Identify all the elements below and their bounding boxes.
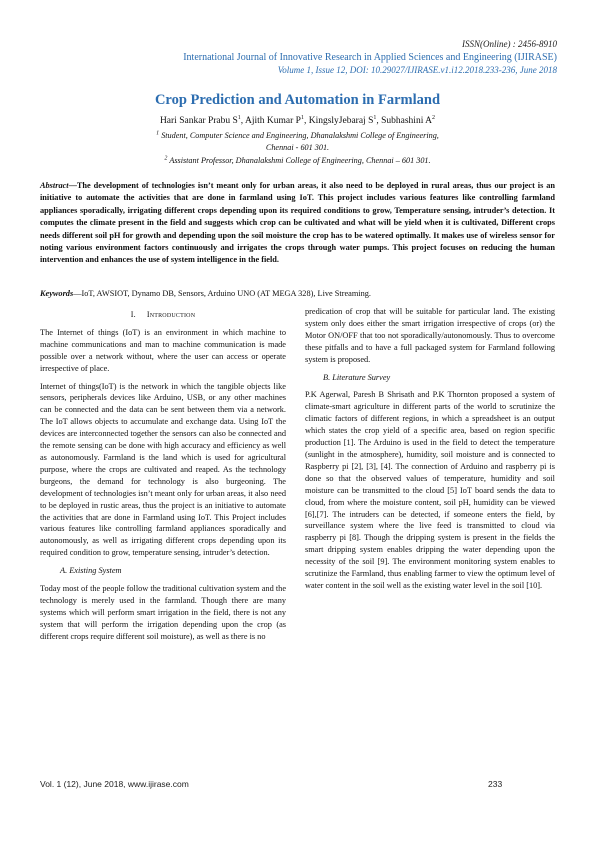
paragraph: predication of crop that will be suitable for particular land. The existing system only does either the smart irrigation irrespective of crops (or) the Motor ON/OFF that too not sporadically/autonomously. Thus to overcome these pitfalls and to have a full packaged system for Farmland following system is proposed. — [305, 307, 555, 364]
author-4: , Subhashini A — [376, 116, 433, 126]
subsection-literature-survey: B. Literature Survey — [323, 372, 391, 382]
section-heading-introduction: I. Introduction — [130, 310, 196, 319]
keywords — [40, 289, 555, 298]
affiliation-1: $^1$ Student, Computer Science and Engineering, Dhanalakshmi College of Engineering, Chennai - 601 301. — [156, 130, 439, 152]
issn-line: ISSN(Online) : 2456-8910 — [462, 39, 557, 49]
journal-name[interactable]: International Journal of Innovative Research in Applied Sciences and Engineering (IJIRASE) — [183, 52, 557, 63]
paragraph: P.K Agerwal, Paresh B Shrisath and P.K Thornton proposed a system of climate-smart agriculture in different parts of the world to scrutinize the climatic factors of different regions, in which a spreadsheet is an output which states the crop yield of a specific area, based on region specific production [1]. The Arduino is used in the field to detect the temperature (sunlight in the atmosphere), humidity, soil moisture and is connected to Raspberry pi [2], [3], [4]. The connection of Arduino and raspberry pi is done so that the observed values of temperature, humidity and soil moisture can be transmitted to the cloud [5] IoT board sends the data to cloud, from where the moisture content, soil pH, humidity can be viewed [6],[7]. The intruders can be detected, if someone enters the field, by surveillance system where the live feed is transmitted to cloud via raspberry pi [8]. Though the dripping system is present in the fields the smart dripping system enables dripping the water depending upon the necessity of the soil [9]. The environment monitoring system enables to scrutinize the Farmland, thus enabling farmer to view the optimum level of water content in the soil well as the existing water level in the soil [10]. — [305, 390, 555, 590]
page-number: 233 — [488, 779, 503, 789]
author-2: , Ajith Kumar P — [240, 116, 301, 126]
paper-title: Crop Prediction and Automation in Farmland — [154, 92, 441, 108]
author-1: Hari Sankar Prabu S — [159, 116, 238, 126]
affil-sup: 2 — [164, 155, 168, 162]
paragraph: Today most of the people follow the traditional cultivation system and the technology is merely used in the farmland. Though there are many systems which will perform smart irrigation in the field, there is not any system that will perform the irrigation depending upon the crop (as different crops require different soil moisture), as well as there is no — [40, 584, 286, 641]
subsection-existing-system: A. Existing System — [60, 566, 122, 576]
volume-doi-line[interactable]: Volume 1, Issue 12, DOI: 10.29027/IJIRASE.v1.i12.2018.233-236, June 2018 — [277, 65, 557, 75]
abstract — [40, 180, 555, 267]
paragraph: Internet of things(IoT) is the network in which the tangible objects like sensors, peripherals devices like Arduino, USB, or any other machines can be connected and the data can be sent between them via a network. The IoT allows objects to accumulate and exchange data. Using IoT the devices are interconnected together the sensors can also be connected and the remote sensing can be done with high accuracy and efficiency as well as autonomously. Farmland is the land which is used for agricultural purpose, where the crops are cultivated and reaped. As the technology burgeons, the demand for technology is also burgeoning. The development of technologies isn’t meant only for urban areas, it also need to be deployed in rustic areas, thus the project is an initiative to automate the activities that are done in Farmland using IoT. This Project includes various features like controlling farmland appliances sporadically and autonomously, as well as irrigating different crops depending upon its required condition to grow, temperature sensing, intruder’s detection. — [40, 381, 286, 558]
abstract-label: Abstract — [40, 181, 69, 190]
right-column — [305, 306, 555, 592]
author-sup: 1 — [300, 114, 304, 121]
affiliation-2: $^2$ Assistant Professor, Dhanalakshmi College of Engineering, Chennai – 601 301. — [164, 155, 431, 165]
author-sup: 1 — [373, 114, 377, 121]
author-3: , KingslyJebaraj S — [303, 116, 374, 126]
author-sup: 2 — [432, 114, 436, 121]
author-sup: 1 — [237, 114, 241, 121]
left-column — [40, 309, 286, 643]
affil-sup: 1 — [156, 130, 160, 137]
keywords-text: —IoT, AWSIOT, Dynamo DB, Sensors, Arduino UNO (AT MEGA 328), Live Streaming. — [73, 289, 371, 298]
footer-volume: Vol. 1 (12), June 2018, www.ijirase.com — [40, 779, 189, 789]
abstract-text: —The development of technologies isn’t meant only for urban areas, it also need to be deployed in rural areas, thus our project is an initiative to automate the activities that are done in farmland using IoT. This project includes various features like controlling farmland appliances sporadically, irrigating different crops depending upon its required conditions to grow, Temperature sensing, intruder’s detection. It computes the climate present in the field and suggests which crop can be cultivated and what will be yield when it is cultivated, Different crops needs different soil pH for growth and depending upon the soil moisture the crop has to be watered optimally. It makes use of wireless sensor for noting various environment factors continuously and irrigates the crops through water pumps. This project focuses on reducing the human intervention and enhances the use of system intelligence in the field. — [40, 181, 555, 265]
paragraph: The Internet of things (IoT) is an environment in which machine to machine communications and man to machine communication is made possible over a network without, where the user can access or operate irrespective of place. — [40, 327, 286, 373]
author-list — [0, 116, 595, 126]
keywords-label: Keywords — [40, 289, 74, 298]
